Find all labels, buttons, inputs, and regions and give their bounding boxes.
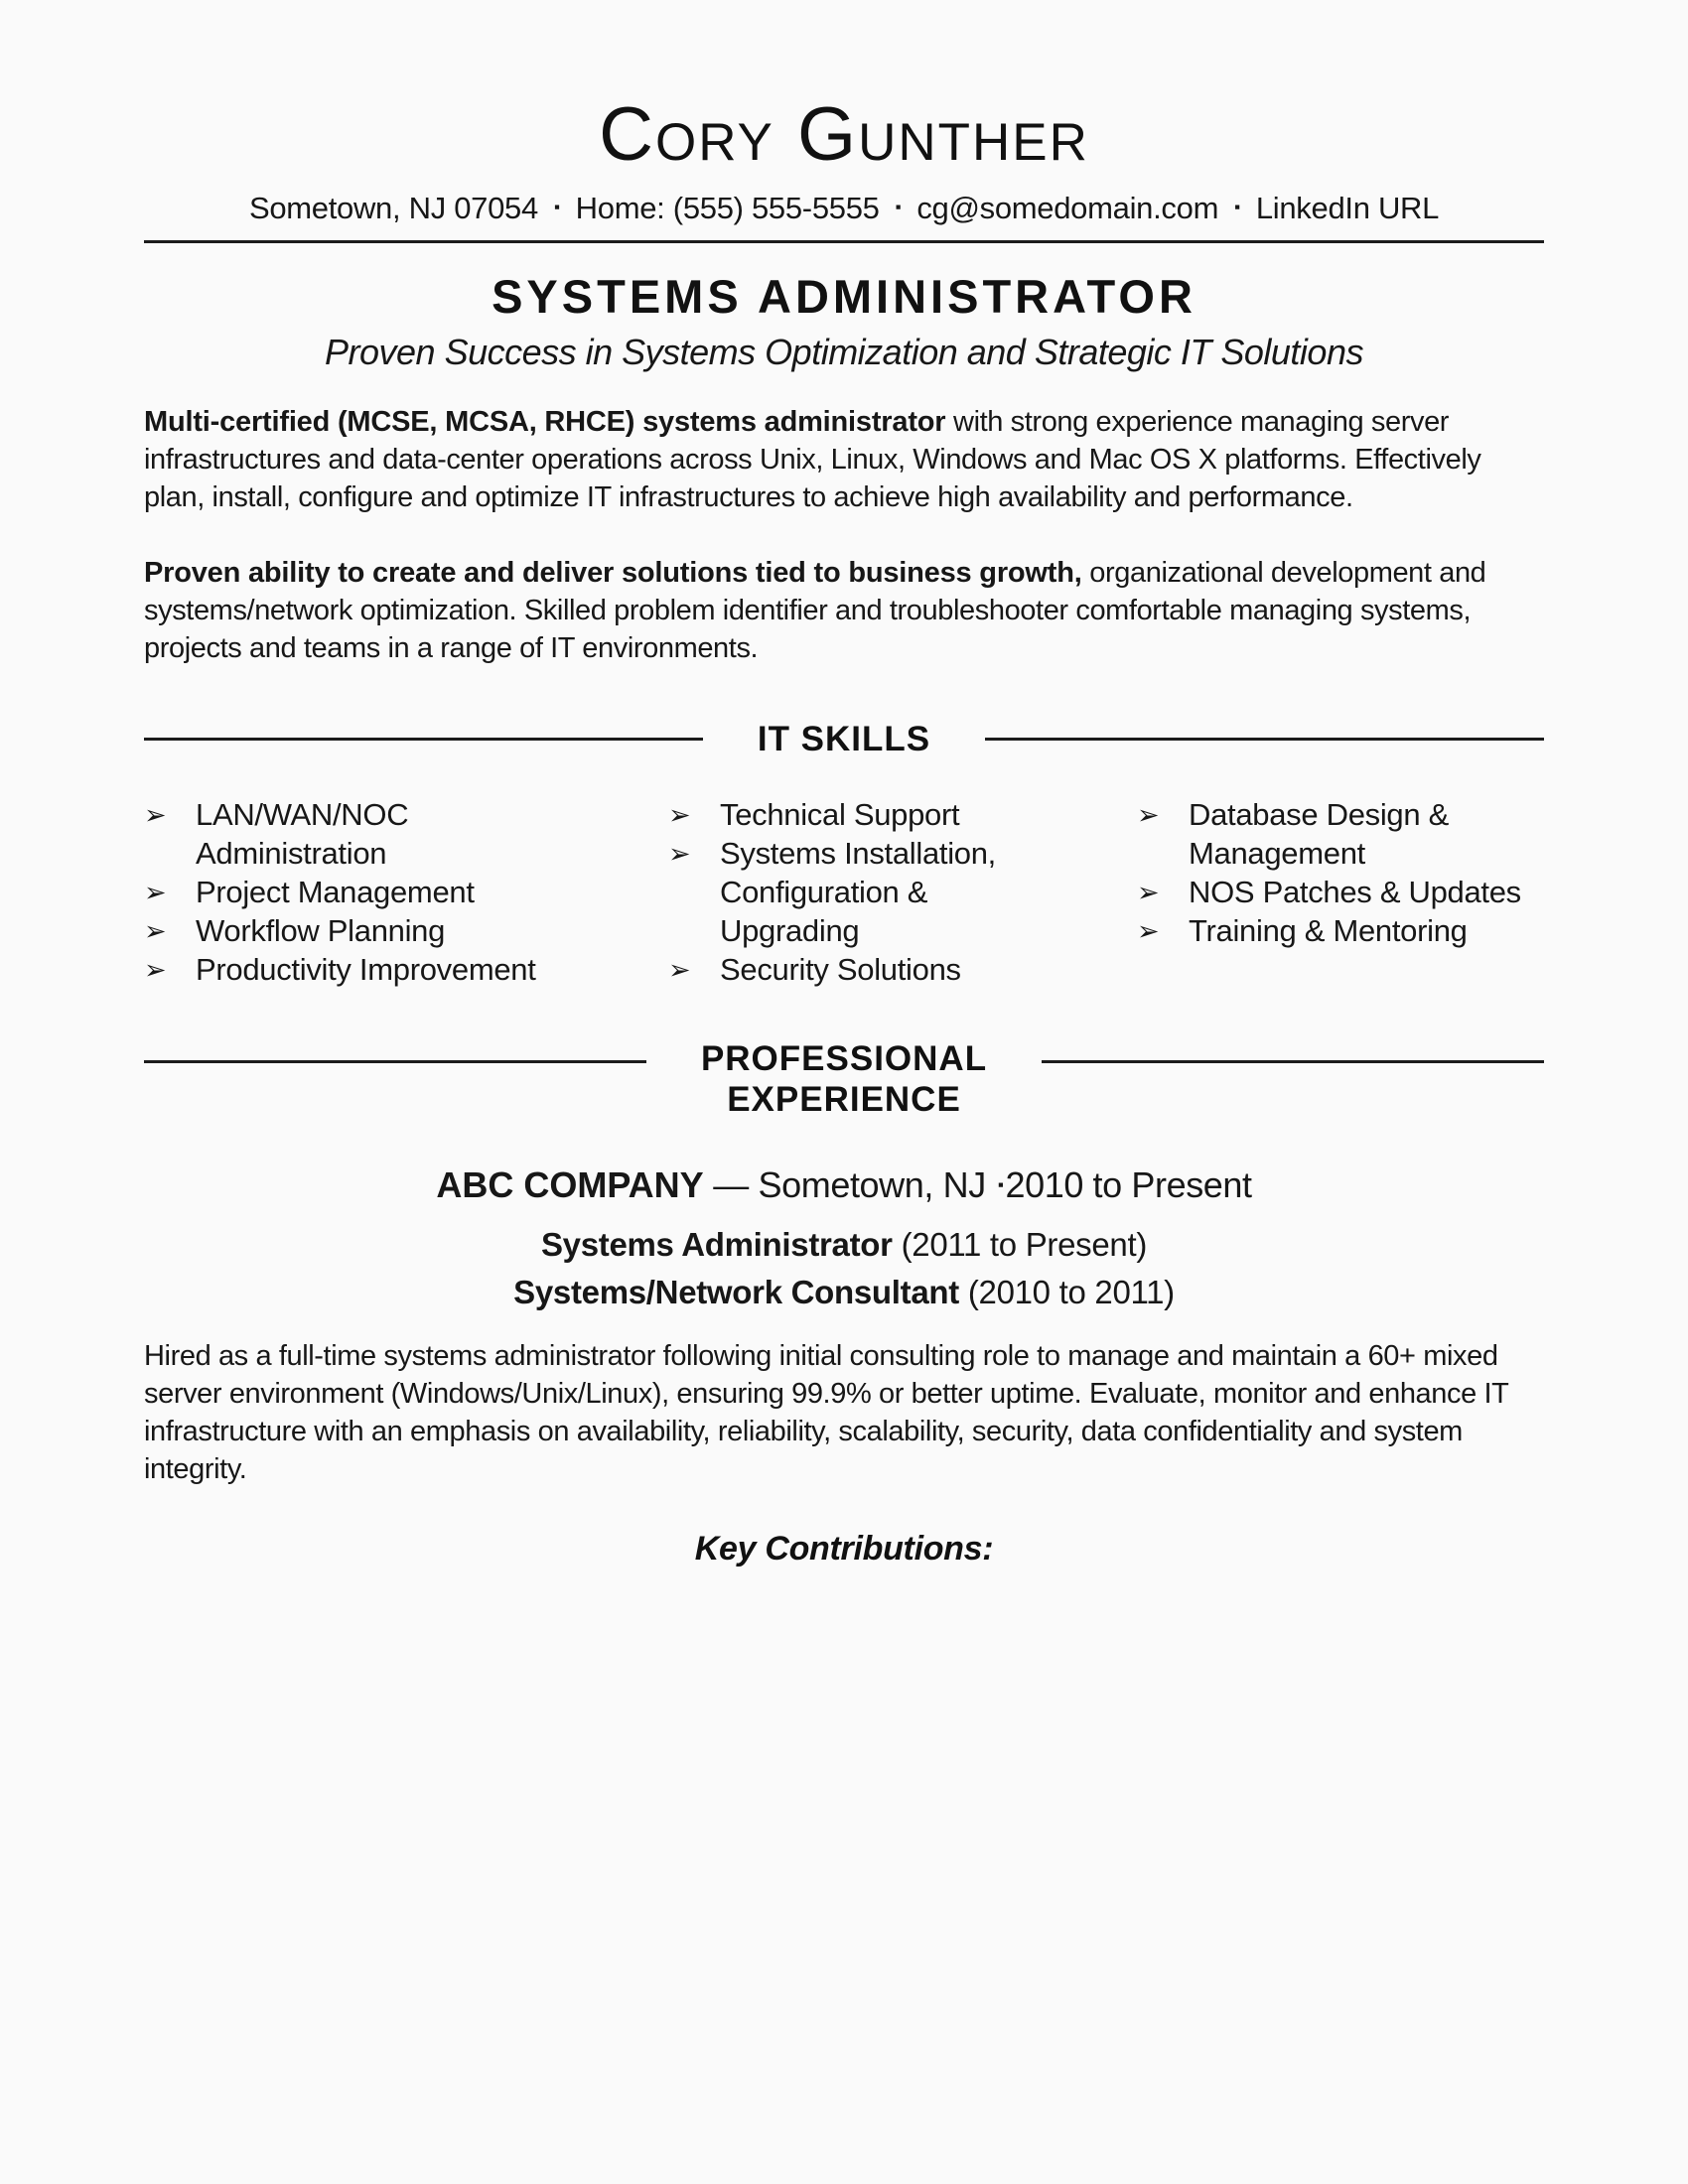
skill-label: Project Management [196,875,475,910]
skill-item [144,873,593,911]
summary-paragraph-2-rest: organizational development and systems/network optimization. Skilled problem identifier and troubleshooter comfortable managing systems, projects and teams in a range of IT environments. [144,556,1486,664]
summary-paragraph-1-rest: with strong experience managing server infrastructures and data-center operations across Unix, Linux, Windows and Mac OS X platforms. Effectively plan, install, configure and optimize IT infrastructures to achieve high availability and performance. [144,405,1481,513]
square-separator-icon: ▪ [895,197,902,216]
skill-label: Workflow Planning [196,913,446,949]
arrowhead-bullet-icon: ➢ [668,955,691,987]
arrowhead-bullet-icon: ➢ [144,878,167,909]
resume-header [144,92,1544,243]
arrowhead-bullet-icon: ➢ [668,800,691,832]
skill-item [144,795,593,873]
arrowhead-bullet-icon: ➢ [668,839,691,871]
arrowhead-bullet-icon: ➢ [144,800,167,832]
header-divider [144,240,1544,243]
role-dates: (2011 to Present) [901,1225,1148,1263]
skill-label: Security Solutions [720,952,961,988]
arrowhead-bullet-icon: ➢ [1137,916,1160,948]
role-line [144,1226,1544,1264]
summary-paragraph-2 [144,554,1544,667]
skill-item [1137,873,1544,911]
skill-label: Productivity Improvement [196,952,536,988]
resume-tagline: Proven Success in Systems Optimization and Strategic IT Solutions [325,331,1363,372]
dash-separator: — [713,1163,749,1205]
role-line [144,1274,1544,1311]
skill-item [1137,795,1544,873]
role-dates: (2010 to 2011) [967,1273,1175,1310]
arrowhead-bullet-icon: ➢ [144,955,167,987]
heading-rule-left [144,1060,646,1063]
contact-email: cg@somedomain.com [916,190,1219,225]
resume-title: SYSTEMS ADMINISTRATOR [492,269,1196,323]
arrowhead-bullet-icon: ➢ [1137,800,1160,832]
skill-item [668,834,1053,950]
skill-label: LAN/WAN/NOC Administration [196,797,409,872]
skill-label: Training & Mentoring [1189,913,1468,949]
skills-column-3 [1137,795,1544,989]
skill-item [1137,911,1544,950]
skills-grid [144,795,1544,989]
contact-location: Sometown, NJ 07054 [248,190,538,225]
company-dates: 2010 to Present [1005,1163,1252,1205]
role-description: Hired as a full-time systems administrator following initial consulting role to manage and maintain a 60+ mixed server environment (Windows/Unix/Linux), ensuring 99.9% or better uptime. Evaluate, monitor and enhance IT infrastructure with an emphasis on availability, reliability, scalability, security, data confidentiality and system integrity. [144,1339,1508,1485]
skill-label: Database Design & Management [1189,797,1450,872]
it-skills-heading [144,719,1544,759]
candidate-name: Cory Gunther [599,92,1089,177]
contact-linkedin: LinkedIn URL [1255,190,1440,225]
skill-label: Technical Support [720,797,960,833]
role-title: Systems Administrator [540,1225,893,1263]
square-separator-icon: ▪ [997,1174,1004,1194]
professional-experience-title [701,1038,987,1121]
contact-line [144,191,1544,226]
heading-rule-left [144,738,703,741]
heading-line-2: EXPERIENCE [727,1080,961,1120]
skill-item [144,911,593,950]
title-block [144,269,1544,373]
company-location: Sometown, NJ [758,1163,986,1205]
summary-paragraph-2-lead: Proven ability to create and deliver solutions tied to business growth, [144,556,1082,589]
summary-paragraph-1-lead: Multi-certified (MCSE, MCSA, RHCE) systems administrator [144,405,946,438]
contact-phone: Home: (555) 555-5555 [575,190,880,225]
skills-column-2 [668,795,1137,989]
skill-item [668,950,1053,989]
heading-line-1: PROFESSIONAL [700,1039,988,1079]
professional-experience-heading [144,1038,1544,1121]
heading-rule-right [1042,1060,1544,1063]
arrowhead-bullet-icon: ➢ [1137,878,1160,909]
skill-item [144,950,593,989]
company-line [144,1164,1544,1206]
skill-label: Systems Installation, Configuration & Upgrading [720,836,996,949]
skill-label: NOS Patches & Updates [1189,875,1521,910]
heading-rule-right [985,738,1544,741]
skill-item [668,795,1053,834]
summary-paragraph-1 [144,403,1544,516]
skills-column-1 [144,795,668,989]
role-title: Systems/Network Consultant [513,1273,959,1310]
square-separator-icon: ▪ [1234,197,1240,216]
arrowhead-bullet-icon: ➢ [144,916,167,948]
it-skills-title: IT SKILLS [757,719,931,758]
square-separator-icon: ▪ [553,197,560,216]
company-name: ABC COMPANY [436,1163,704,1205]
key-contributions-label: Key Contributions: [694,1529,994,1568]
